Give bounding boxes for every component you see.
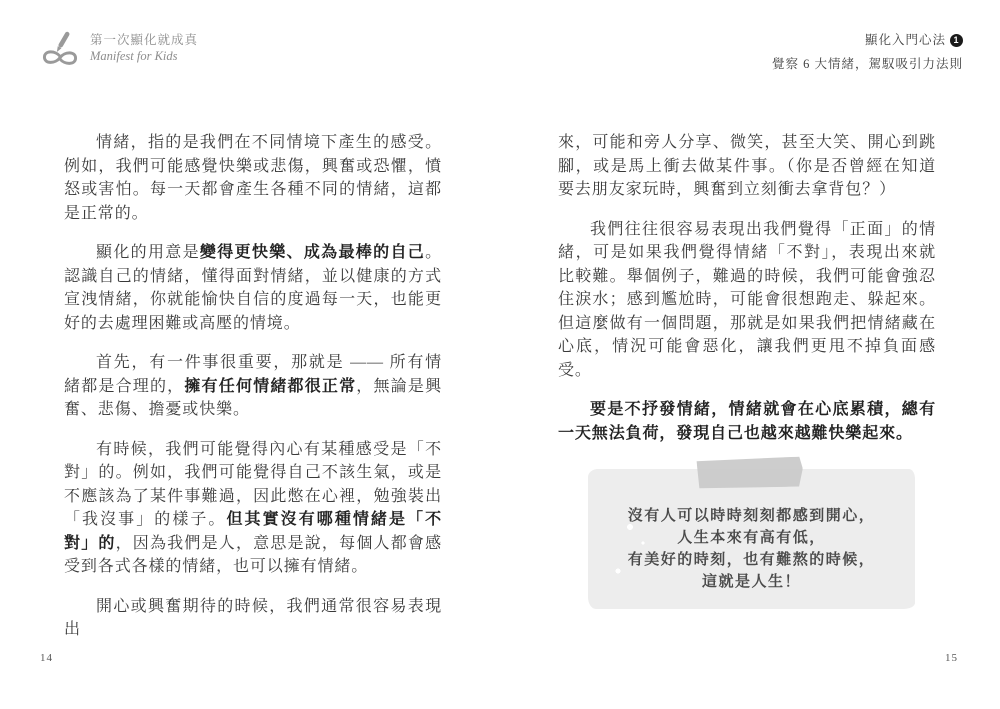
chapter-title-line [772,30,963,48]
text-segment: 。認識自己的情緒，懂得面對情緒，並以健康的方式宣洩情緒，你就能愉快自信的度過每一天，也能更好的去處理困難或高壓的情境。 [64,244,442,332]
text-segment: 情緒，指的是我們在不同情境下產生的感受。例如，我們可能感覺快樂或悲傷，興奮或恐懼，憤怒或害怕。每一天都會產生各種不同的情緒，這都是正常的。 [64,134,442,222]
left-page-header [38,28,198,68]
bold-text-segment: 變得更快樂、成為最棒的自己 [199,244,426,261]
bold-text-segment: 但其實沒有哪種情緒是「不對」的 [64,511,442,552]
paragraph [558,398,936,445]
bold-text-segment: 擁有任何情緒都很正常 [184,377,357,395]
right-page-paragraphs [558,131,936,445]
paragraph [64,351,442,422]
quote-lines [602,505,901,593]
text-segment: 來，可能和旁人分享、微笑，甚至大笑、開心到跳腳，或是馬上衝去做某件事。（你是否曾經在知道要去朋友家玩時，興奮到立刻衝去拿背包？） [558,134,936,198]
book-subtitle: Manifest for Kids [90,49,178,63]
paragraph [64,438,442,579]
text-segment: ，無論是興奮、悲傷、擔憂或快樂。 [64,377,442,418]
washi-tape-icon [696,457,803,490]
text-segment: ，因為我們是人，意思是說，每個人都會感受到各式各樣的情緒，也可以擁有情緒。 [64,534,442,575]
right-page-text-column [558,131,936,609]
text-segment: 顯化的用意是 [96,244,200,261]
paragraph [558,131,936,202]
paragraph [558,218,936,383]
quote-line: 沒有人可以時時刻刻都感到開心， [627,507,876,524]
text-segment: 開心或興奮期待的時候，我們通常很容易表現出 [64,597,442,638]
book-title: 第一次顯化就成真 [90,32,199,47]
quote-box [588,469,915,609]
chapter-subtitle: 覺察 6 大情緒，駕馭吸引力法則 [771,57,963,71]
chapter-number-badge: 1 [950,34,963,47]
text-segment: 首先，有一件事很重要，那就是 —— 所有情緒都是合理的， [64,354,442,395]
bold-text-segment: 要是不抒發情緒，情緒就會在心底累積，總有一天無法負荷，發現自己也越來越難快樂起來。 [558,401,936,442]
text-segment: 我們往往很容易表現出我們覺得「正面」的情緒，可是如果我們覺得情緒「不對」，表現出來就比較難。舉個例子，難過的時候，我們可能會強忍住淚水；感到尷尬時，可能會很想跑走、躲起來。但這麼做有一個問題，那就是如果我們把情緒藏在心底，情況可能會惡化，讓我們更甩不掉負面感受。 [558,220,936,379]
infinity-pen-logo-icon [38,28,82,68]
paragraph [64,241,442,335]
paragraph [64,595,442,642]
text-segment: 有時候，我們可能覺得內心有某種感受是「不對」的。例如，我們可能覺得自己不該生氣，或是不應該為了某件事難過，因此憋在心裡，勉強裝出「我沒事」的樣子。 [64,440,442,528]
paragraph [64,131,442,225]
quote-line: 人生本來有高有低， [677,529,826,546]
left-page-text-column [64,131,442,658]
quote-line: 有美好的時刻，也有難熬的時候， [627,551,876,568]
quote-line: 這就是人生！ [701,573,801,590]
chapter-title: 顯化入門心法 [864,33,946,47]
left-header-text [90,32,198,65]
page-number-left: 14 [40,652,53,664]
right-page-header [772,30,963,72]
page-number-right: 15 [945,652,958,664]
